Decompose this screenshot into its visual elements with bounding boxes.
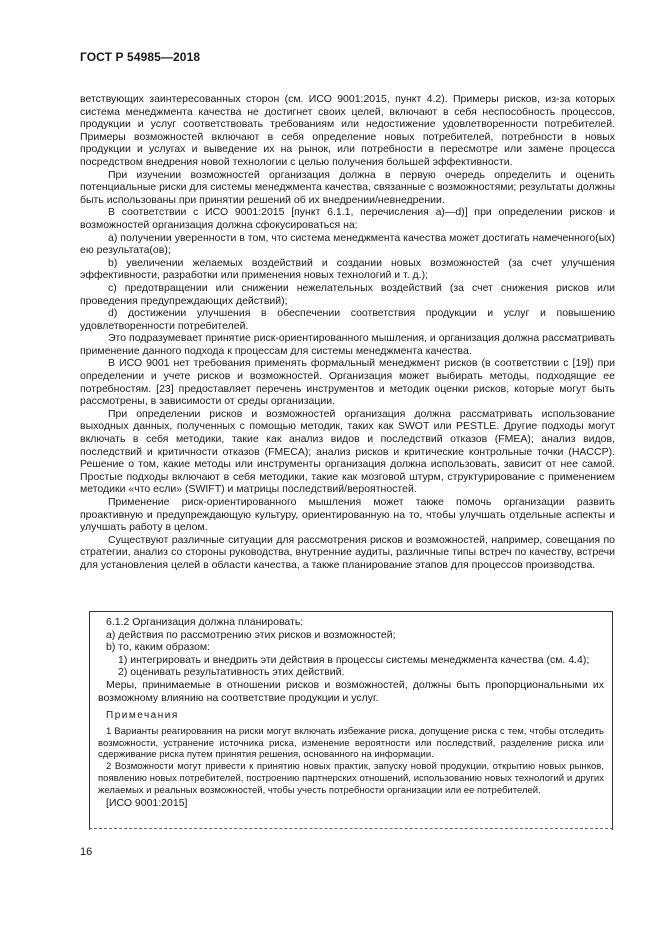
box-bottom-border xyxy=(89,828,613,829)
paragraph: В ИСО 9001 нет требования применять формальный менеджмент рисков (в соответствии с [19]) при определении и учете рисков и возможностей. Организация может выбирать методы, подходящие ее потребностям. [23] предоставляет перечень инструментов и методик оценки рисков, которые могут быть рассмотрены, в зависимости от среды организации. xyxy=(80,357,615,408)
box-line: b) то, каким образом: xyxy=(106,641,210,654)
paragraph: В соответствии с ИСО 9001:2015 [пункт 6.1.1, перечисления а)—d)] при определении рисков и возможностей организация должна сфокусироваться на: xyxy=(80,206,615,231)
box-line: Меры, принимаемые в отношении рисков и возможностей, должны быть пропорциональными их возможному влиянию на соответствие продукции и услуг. xyxy=(98,678,604,704)
notes-title: Примечания xyxy=(106,710,179,722)
paragraph: При изучении возможностей организация должна в первую очередь определить и оценить потенциальные риски для системы менеджмента качества, связанные с возможностями; результаты должны быть использованы при принятии решений об их внедрении/невнедрении. xyxy=(80,168,615,206)
list-item: b) увеличении желаемых воздействий и создании новых возможностей (за счет улучшения эффективности, разработки или применения новых технологий и т. д.); xyxy=(80,256,615,282)
paragraph: Применение риск-ориентированного мышления может также помочь организации развить проактивную и предупреждающую культуру, ориентированную на то, чтобы улучшать отдельные аспекты и улучшать работу в целом. xyxy=(80,496,615,534)
list-item: d) достижении улучшения в обеспечении соответствия продукции и услуг и повышению удовлетворенности потребителей. xyxy=(80,307,615,332)
box-line: a) действия по рассмотрению этих рисков и возможностей; xyxy=(106,628,396,641)
body-text xyxy=(80,93,615,572)
note: 1 Варианты реагирования на риски могут включать избежание риска, допущение риска с тем, чтобы отследить возможности, устранение источника риска, изменение вероятности или последствий, разделение риска или сдерживание риска путем принятия решения, основанного на информации. xyxy=(98,725,604,761)
quoted-standard-box xyxy=(89,611,613,830)
source-reference: [ИСО 9001:2015] xyxy=(106,796,188,809)
list-item: a) получении уверенности в том, что система менеджмента качества может достигать намеченного(ых) ею результата(ов); xyxy=(80,231,615,257)
box-line: 1) интегрировать и внедрить эти действия в процессы системы менеджмента качества (см. 4.4); xyxy=(118,653,590,666)
paragraph: При определении рисков и возможностей организация должна рассматривать использование выходных данных, полученных с помощью методик, таких как SWOT или PESTLE. Другие подходы могут включать в себя методики, такие как анализ видов и последствий отказов (FMEA); анализ видов, последствий и критичности отказов (FMECA); анализ рисков и критические контрольные точки (HACCP). Решение о том, какие методы или инструменты организация должна использовать, зависит от нее самой. Простые подходы включают в себя методики, такие как мозговой штурм, структурирование с применением методики «что если» (SWIFT) и матрицы последствий/вероятностей. xyxy=(80,407,615,496)
box-line: 2) оценивать результативность этих действий. xyxy=(118,666,345,679)
paragraph: ветствующих заинтересованных сторон (см. ИСО 9001:2015, пункт 4.2). Примеры рисков, из-за которых система менеджмента качества не достигнет своих целей, включают в себя неспособность процессов, продукции и услуг соответствовать требованиям или недостижение удовлетворенности потребителей. Примеры возможностей включают в себя определение новых потребителей, потребности в новых продукции и услугах и выведение их на рынок, или потребности в пересмотре или замене процесса посредством внедрения новой технологии с целью получения большей эффективности. xyxy=(80,93,615,168)
list-item: c) предотвращении или снижении нежелательных воздействий (за счет снижения рисков или проведения предупреждающих действий); xyxy=(80,281,615,307)
document-header: ГОСТ Р 54985—2018 xyxy=(80,50,201,64)
paragraph: Существуют различные ситуации для рассмотрения рисков и возможностей, например, совещания по стратегии, анализ со стороны руководства, внутренние аудиты, различные типы встреч по качеству, встречи для установления целей в области качества, а также планирование этапов для процессов производства. xyxy=(80,533,615,571)
paragraph: Это подразумевает принятие риск-ориентированного мышления, и организация должна рассматривать применение данного подхода к процессам для системы менеджмента качества. xyxy=(80,332,615,357)
note: 2 Возможности могут привести к принятию новых практик, запуску новой продукции, открытию новых рынков, появлению новых потребителей, построению партнерских отношений, использованию новых технологий и других желаемых и реальных возможностей, чтобы учесть потребности организации или ее потребителей. xyxy=(98,761,604,796)
page-number: 16 xyxy=(80,846,93,858)
box-line: 6.1.2 Организация должна планировать: xyxy=(106,616,304,628)
